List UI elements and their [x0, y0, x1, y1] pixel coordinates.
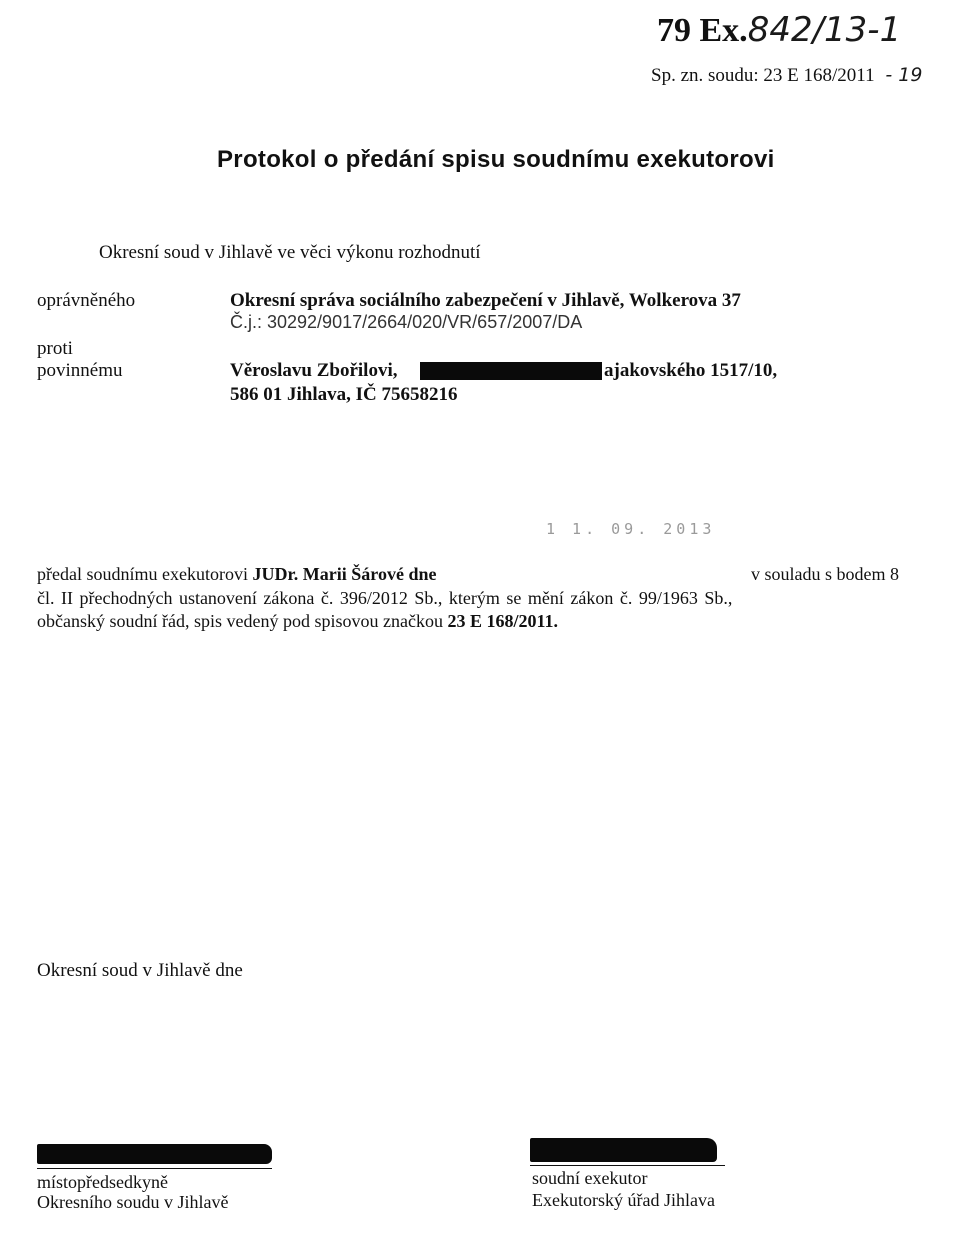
file-number-prefix: 79 Ex.	[657, 12, 748, 49]
case-reference: 23 E 168/2011.	[447, 611, 558, 631]
executor-name: JUDr. Marii Šárové dne	[252, 564, 437, 584]
intro-text: Okresní soud v Jihlavě ve věci výkonu rozhodnutí	[99, 242, 481, 263]
creditor-name: Okresní správa sociálního zabezpečení v Jihlavě, Wolkerova 37	[230, 290, 741, 311]
left-signature-redaction	[37, 1144, 272, 1164]
right-signatory-org: Exekutorský úřad Jihlava	[532, 1190, 715, 1210]
creditor-reference: Č.j.: 30292/9017/2664/020/VR/657/2007/DA	[230, 312, 583, 332]
handover-line-3	[37, 611, 558, 632]
right-signature-line	[530, 1165, 725, 1166]
handover-text-3: občanský soudní řád, spis vedený pod spisovou značkou	[37, 611, 443, 631]
left-signatory-role: místopředsedkyně	[37, 1172, 168, 1192]
redaction-bar	[420, 362, 602, 380]
handover-line-1	[37, 564, 436, 585]
debtor-name: Věroslavu Zbořilovi,	[230, 360, 398, 381]
court-reference-handwritten: - 19	[885, 64, 923, 86]
court-reference-label: Sp. zn. soudu: 23 E 168/2011	[651, 65, 875, 86]
creditor-label: oprávněného	[37, 290, 136, 311]
place-date: Okresní soud v Jihlavě dne	[37, 960, 243, 981]
file-number	[657, 10, 901, 50]
against-label: proti	[37, 338, 73, 359]
debtor-address-2: 586 01 Jihlava, IČ 75658216	[230, 384, 458, 405]
left-signature-line	[37, 1168, 272, 1169]
handover-text: předal soudnímu exekutorovi	[37, 564, 248, 584]
handover-line-2: čl. II přechodných ustanovení zákona č. 396/2012 Sb., kterým se mění zákon č. 99/1963 Sb.,	[37, 588, 733, 608]
debtor-address-tail: ajakovského 1517/10,	[604, 360, 778, 381]
right-signatory-role: soudní exekutor	[532, 1168, 648, 1188]
court-reference	[651, 64, 922, 87]
file-number-handwritten: 842/13-1	[747, 10, 902, 50]
debtor-label: povinnému	[37, 360, 123, 381]
handover-line-1-end: v souladu s bodem 8	[751, 564, 899, 584]
page-title: Protokol o předání spisu soudnímu exekutorovi	[217, 146, 775, 173]
left-signatory-org: Okresního soudu v Jihlavě	[37, 1192, 229, 1212]
date-stamp: 1 1. 09. 2013	[546, 520, 716, 538]
right-signature-redaction	[530, 1138, 717, 1162]
